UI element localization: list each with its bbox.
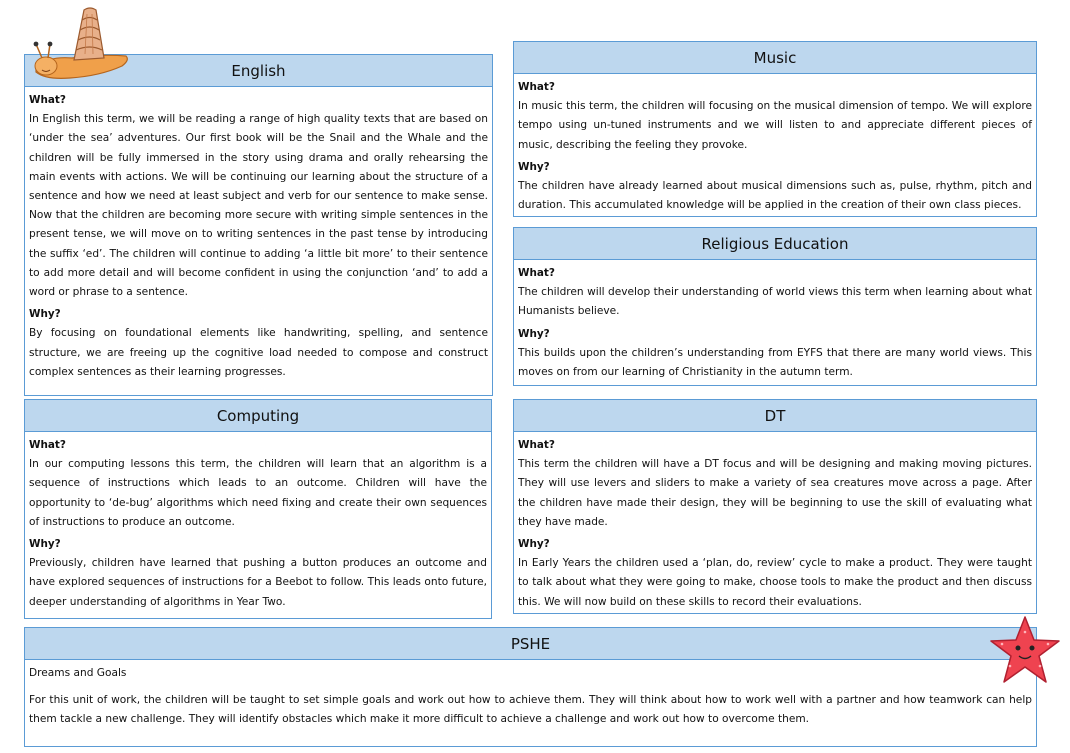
pshe-title: PSHE bbox=[25, 628, 1036, 660]
english-panel bbox=[24, 54, 493, 396]
music-title: Music bbox=[514, 42, 1036, 74]
computing-what-text: In our computing lessons this term, the children will learn that an algorithm is a sequence of instructions which leads to an outcome. Children will have the opportunity to ‘de-bug’ algorithms which need fixing and create their own sequences of instructions to produce an outcome. bbox=[29, 458, 487, 528]
music-what-text: In music this term, the children will focusing on the musical dimension of tempo. We will explore tempo using un-tuned instruments and we will listen to and appreciate different pieces of music, describing the feeling they provoke. bbox=[518, 100, 1032, 151]
computing-what-label: What? bbox=[29, 439, 66, 451]
dt-why-label: Why? bbox=[518, 538, 550, 551]
re-what-text: The children will develop their understanding of world views this term when learning about what Humanists believe. bbox=[518, 286, 1032, 318]
music-why-text: The children have already learned about musical dimensions such as, pulse, rhythm, pitch and duration. This accumulated knowledge will be applied in the creation of their own class pieces. bbox=[518, 180, 1032, 212]
pshe-text: For this unit of work, the children will be taught to set simple goals and work out how to achieve them. They will think about how to work well with a partner and how teamwork can help them tackle a new challenge. They will identify obstacles which make it more difficult to achieve a challenge and work out how to overcome them. bbox=[29, 694, 1032, 726]
computing-why-label: Why? bbox=[29, 538, 61, 551]
english-why-text: By focusing on foundational elements like handwriting, spelling, and sentence structure, we are freeing up the cognitive load needed to compose and construct complex sentences as their learning progresses. bbox=[29, 327, 488, 378]
music-panel bbox=[513, 41, 1037, 217]
english-what-label: What? bbox=[29, 94, 66, 106]
english-what-text: In English this term, we will be reading a range of high quality texts that are based on ‘under the sea’ adventures. Our first book will be the Snail and the Whale and the children will be fully immersed in the story using drama and orally rehearsing the main events with actions. We will be continuing our learning about the structure of a sentence and how we need at least subject and verb for our sentence to make sense. Now that the children are becoming more secure with writing simple sentences in the present tense, we will move on to writing sentences in the past tense by introducing the suffix ‘ed’. The children will continue to adding ‘a little bit more’ to their sentence to add more detail and will become confident in using the conjunction ‘and’ to add a word or phrase to a sentence. bbox=[29, 113, 488, 299]
pshe-subtitle: Dreams and Goals bbox=[29, 667, 127, 679]
computing-panel bbox=[24, 399, 492, 619]
starfish-icon bbox=[988, 614, 1062, 688]
re-title: Religious Education bbox=[514, 228, 1036, 260]
music-what-label: What? bbox=[518, 81, 555, 93]
computing-why-text: Previously, children have learned that pushing a button produces an outcome and have explored sequences of instructions for a Beebot to follow. This leads onto future, deeper understanding of algorithms in Year Two. bbox=[29, 557, 487, 608]
dt-title: DT bbox=[514, 400, 1036, 432]
pshe-panel bbox=[24, 627, 1037, 747]
re-what-label: What? bbox=[518, 267, 555, 279]
re-panel bbox=[513, 227, 1037, 386]
music-why-label: Why? bbox=[518, 160, 550, 173]
re-why-text: This builds upon the children’s understanding from EYFS that there are many world views. This moves on from our learning of Christianity in the autumn term. bbox=[518, 346, 1032, 379]
re-why-label: Why? bbox=[518, 327, 550, 340]
dt-panel bbox=[513, 399, 1037, 614]
english-title: English bbox=[25, 55, 492, 87]
dt-why-text: In Early Years the children used a ‘plan, do, review’ cycle to make a product. They were taught to talk about what they were going to make, choose tools to make the product and then discuss this. We will now build on these skills to record their evaluations. bbox=[518, 557, 1032, 608]
snail-icon bbox=[30, 4, 134, 84]
computing-title: Computing bbox=[25, 400, 491, 432]
dt-what-text: This term the children will have a DT focus and will be designing and making moving pictures. They will use levers and sliders to make a variety of sea creatures move across a page. After the children have made their design, they will be beginning to use the skill of evaluating what they have made. bbox=[518, 458, 1032, 528]
dt-what-label: What? bbox=[518, 439, 555, 451]
english-why-label: Why? bbox=[29, 308, 61, 321]
